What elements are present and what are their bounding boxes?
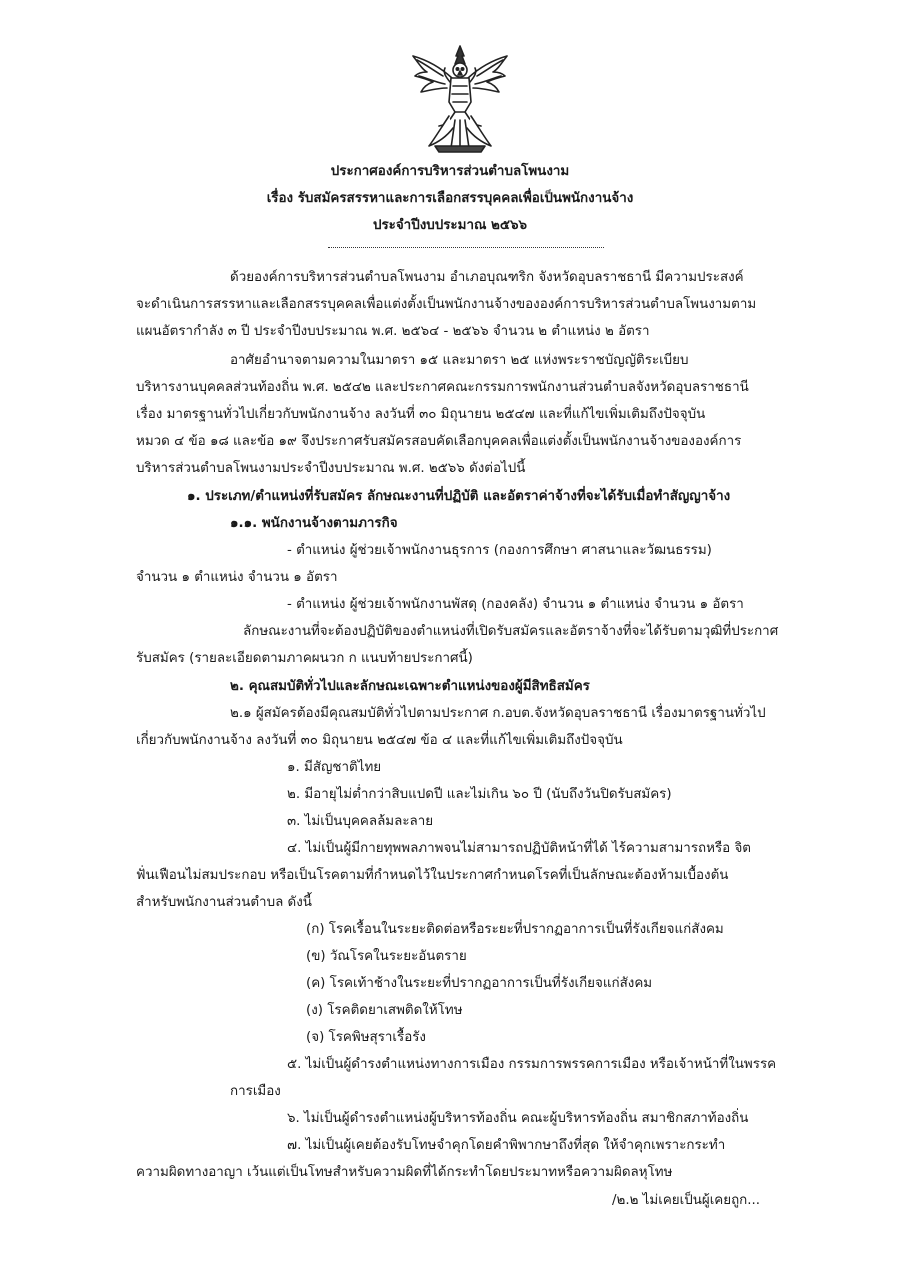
qualification-item: ๓. ไม่เป็นบุคคลล้มละลาย — [287, 814, 434, 829]
body-line: ด้วยองค์การบริหารส่วนตำบลโพนงาม อำเภอบุณฑริก จังหวัดอุบลราชธานี มีความประสงค์ — [230, 270, 744, 285]
body-line: บริหารงานบุคคลส่วนท้องถิ่น พ.ศ. ๒๕๔๒ และประกาศคณะกรรมการพนักงานส่วนตำบลจังหวัดอุบลราชธานี — [136, 380, 749, 395]
subsection-heading-1-1: ๑.๑. พนักงานจ้างตามภารกิจ — [230, 516, 398, 531]
disease-item: (ข) วัณโรคในระยะอันตราย — [306, 949, 467, 964]
disease-item: (ง) โรคติดยาเสพติดให้โทษ — [306, 1003, 463, 1018]
fiscal-year-line: ประจำปีงบประมาณ ๒๕๖๖ — [372, 218, 528, 233]
disease-item: (ค) โรคเท้าช้างในระยะที่ปรากฏอาการเป็นที่รังเกียจแก่สังคม — [306, 976, 653, 991]
body-line: หมวด ๔ ข้อ ๑๘ และข้อ ๑๙ จึงประกาศรับสมัครสอบคัดเลือกบุคคลเพื่อแต่งตั้งเป็นพนักงานจ้างขององค์การ — [136, 434, 742, 449]
announcement-title: ประกาศองค์การบริหารส่วนตำบลโพนงาม — [330, 164, 570, 179]
section-heading-2: ๒. คุณสมบัติทั่วไปและลักษณะเฉพาะตำแหน่งของผู้มีสิทธิสมัคร — [230, 679, 590, 694]
announcement-subject: เรื่อง รับสมัครสรรหาและการเลือกสรรบุคคลเพื่อเป็นพนักงานจ้าง — [266, 191, 634, 206]
body-line: ฟั่นเฟือนไม่สมประกอบ หรือเป็นโรคตามที่กำหนดไว้ในประกาศกำหนดโรคที่เป็นลักษณะต้องห้ามเบื้องต้น — [136, 868, 729, 883]
disease-item: (จ) โรคพิษสุราเรื้อรัง — [306, 1030, 426, 1045]
qualification-item: ๒. มีอายุไม่ต่ำกว่าสิบแปดปี และไม่เกิน ๖๐ ปี (นับถึงวันปิดรับสมัคร) — [287, 787, 672, 802]
disease-item: (ก) โรคเรื้อนในระยะติดต่อหรือระยะที่ปรากฏอาการเป็นที่รังเกียจแก่สังคม — [306, 922, 724, 937]
body-line: อาศัยอำนาจตามความในมาตรา ๑๕ และมาตรา ๒๕ แห่งพระราชบัญญัติระเบียบ — [230, 353, 689, 368]
body-line: ความผิดทางอาญา เว้นแต่เป็นโทษสำหรับความผิดที่ได้กระทำโดยประมาทหรือความผิดลหุโทษ — [136, 1165, 673, 1180]
body-line: ลักษณะงานที่จะต้องปฏิบัติของตำแหน่งที่เปิดรับสมัครและอัตราจ้างที่จะได้รับตามวุฒิที่ประกาศ — [243, 624, 779, 639]
body-line: จำนวน ๑ ตำแหน่ง จำนวน ๑ อัตรา — [136, 570, 338, 585]
body-line: จะดำเนินการสรรหาและเลือกสรรบุคคลเพื่อแต่งตั้งเป็นพนักงานจ้างขององค์การบริหารส่วนตำบลโพนงามตาม — [136, 297, 757, 312]
continued-marker: /๒.๒ ไม่เคยเป็นผู้เคยถูก... — [612, 1193, 761, 1208]
body-line: แผนอัตรากำลัง ๓ ปี ประจำปีงบประมาณ พ.ศ. ๒๕๖๔ - ๒๕๖๖ จำนวน ๒ ตำแหน่ง ๒ อัตรา — [136, 324, 650, 339]
position-item: - ตำแหน่ง ผู้ช่วยเจ้าพนักงานธุรการ (กองการศึกษา ศาสนาและวัฒนธรรม) — [287, 543, 712, 558]
qualification-item: ๖. ไม่เป็นผู้ดำรงตำแหน่งผู้บริหารท้องถิ่น คณะผู้บริหารท้องถิ่น สมาชิกสภาท้องถิ่น — [287, 1111, 749, 1126]
qualification-item: ๑. มีสัญชาติไทย — [287, 760, 382, 775]
position-item: - ตำแหน่ง ผู้ช่วยเจ้าพนักงานพัสดุ (กองคลัง) จำนวน ๑ ตำแหน่ง จำนวน ๑ อัตรา — [287, 597, 744, 612]
garuda-emblem-icon — [405, 42, 515, 154]
qualification-item: ๗. ไม่เป็นผู้เคยต้องรับโทษจำคุกโดยคำพิพากษาถึงที่สุด ให้จำคุกเพราะกระทำ — [287, 1138, 726, 1153]
body-line: การเมือง — [230, 1084, 281, 1099]
body-line: บริหารส่วนตำบลโพนงามประจำปีงบประมาณ พ.ศ. ๒๕๖๖ ดังต่อไปนี้ — [136, 461, 526, 476]
body-line: สำหรับพนักงานส่วนตำบล ดังนี้ — [136, 895, 312, 910]
body-line: เกี่ยวกับพนักงานจ้าง ลงวันที่ ๓๐ มิถุนายน ๒๕๔๗ ข้อ ๔ และที่แก้ไขเพิ่มเติมถึงปัจจุบัน — [136, 733, 623, 748]
body-line: ๒.๑ ผู้สมัครต้องมีคุณสมบัติทั่วไปตามประกาศ ก.อบต.จังหวัดอุบลราชธานี เรื่องมาตรฐานทั่วไป — [230, 706, 766, 721]
dotted-divider — [328, 247, 604, 248]
qualification-item: ๕. ไม่เป็นผู้ดำรงตำแหน่งทางการเมือง กรรมการพรรคการเมือง หรือเจ้าหน้าที่ในพรรค — [287, 1057, 777, 1072]
body-line: เรื่อง มาตรฐานทั่วไปเกี่ยวกับพนักงานจ้าง ลงวันที่ ๓๐ มิถุนายน ๒๕๔๗ และที่แก้ไขเพิ่มเติมถึงปัจจุบัน — [136, 407, 706, 422]
qualification-item: ๔. ไม่เป็นผู้มีกายทุพพลภาพจนไม่สามารถปฏิบัติหน้าที่ได้ ไร้ความสามารถหรือ จิต — [287, 841, 751, 856]
body-line: รับสมัคร (รายละเอียดตามภาคผนวก ก แนบท้ายประกาศนี้) — [136, 651, 473, 666]
section-heading-1: ๑. ประเภท/ตำแหน่งที่รับสมัคร ลักษณะงานที่ปฏิบัติ และอัตราค่าจ้างที่จะได้รับเมื่อทำสัญญาจ้าง — [187, 489, 731, 504]
